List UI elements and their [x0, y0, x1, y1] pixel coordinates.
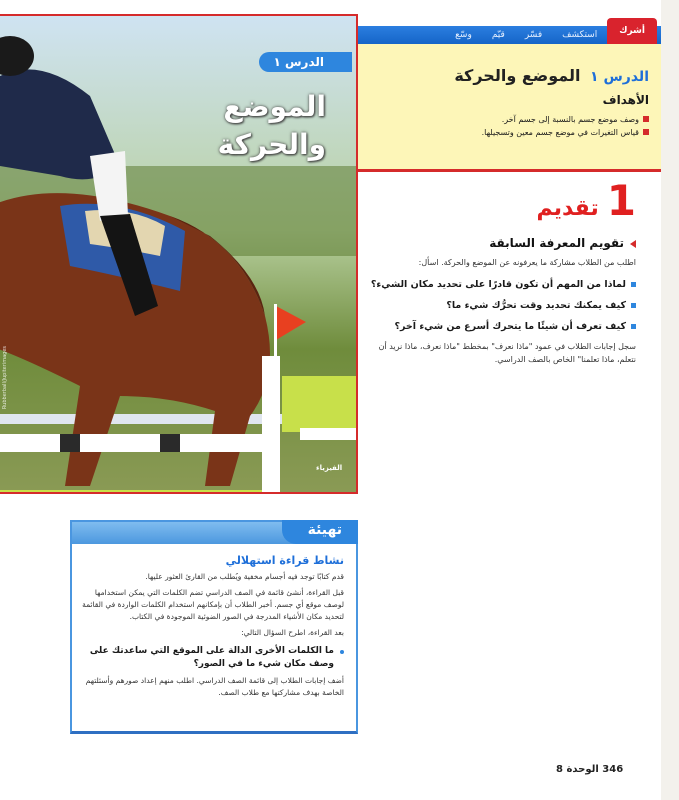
corner-label: الفيزياء	[316, 464, 343, 472]
objectives-list	[368, 113, 649, 139]
lesson-nav-bar	[358, 26, 661, 44]
activity-paragraph: قبل القراءة، أنشئ قائمة في الصف الدراسي تضم الكلمات التي يمكن استخدامها لوصف موقع أي جسم. أخبر الطلاب أن بإمكانهم استخدام الكلمات الواردة في القائمة لتحديد مكان الأشياء المدرجة في الصور الضوئية الموجودة في الكتاب.	[82, 588, 344, 621]
photo-title-line-1: الموضع	[223, 90, 326, 123]
photo-title-line-2: والحركة	[217, 128, 326, 161]
activity-title: نشاط قراءة استهلالي	[225, 554, 344, 567]
page-edge	[661, 0, 679, 800]
tab-extend[interactable]: وسّع	[455, 30, 472, 40]
focus-section	[368, 176, 636, 366]
step-title: تقديم	[536, 196, 599, 221]
objective-item: وصف موضع جسم بالنسبة إلى جسم آخر.	[368, 113, 649, 126]
lesson-label: الدرس ١	[590, 69, 649, 85]
prior-knowledge-heading: تقويم المعرفة السابقة	[368, 236, 636, 250]
objectives-box	[358, 44, 661, 172]
lesson-photo	[0, 14, 358, 494]
lesson-number-badge: الدرس ١	[259, 52, 352, 72]
lesson-heading	[368, 66, 649, 85]
photo-credit: Rubberball/Jupiterimages	[2, 346, 8, 410]
activity-paragraph: بعد القراءة، اطرح السؤال التالي:	[241, 628, 344, 637]
warmup-box	[70, 520, 358, 734]
step-number: 1	[606, 176, 636, 225]
focus-heading	[368, 176, 636, 225]
intro-text: اطلب من الطلاب مشاركة ما يعرفونه عن الموضع والحركة. اسأل:	[418, 258, 636, 267]
question-item: كيف تعرف أن شيئًا ما يتحرك أسرع من شيء آخر؟	[368, 319, 636, 334]
activity-question: ما الكلمات الأخرى الدالة على الموقع التي ساعدتك على وصف مكان شيء ما في الصور؟	[82, 645, 344, 671]
page-number: 346	[602, 764, 624, 775]
tab-explain[interactable]: فسّر	[524, 30, 543, 40]
question-list	[368, 277, 636, 334]
activity-paragraph: أضف إجابات الطلاب إلى قائمة الصف الدراسي. اطلب منهم إعداد صورهم وأسئلتهم الخاصة بهدف مشاركتها مع طلاب الصف.	[85, 676, 344, 697]
tab-explore[interactable]: استكشف	[562, 30, 598, 40]
question-item: كيف يمكنك تحديد وقت تحرُّك شيء ما؟	[368, 298, 636, 313]
unit-label: الوحدة 8	[556, 764, 599, 775]
warmup-tab: تهيئة	[282, 520, 358, 544]
lesson-title: الموضع والحركة	[454, 66, 581, 85]
warmup-content	[72, 544, 356, 699]
question-item: لماذا من المهم أن تكون قادرًا على تحديد مكان الشيء؟	[368, 277, 636, 292]
tab-engage[interactable]: أشرك	[607, 18, 657, 44]
objectives-heading: الأهداف	[602, 93, 649, 107]
activity-paragraph: قدم كتابًا توجد فيه أجسام مخفية ويُطلب من القارئ العثور عليها.	[145, 572, 344, 581]
objective-item: قياس التغيرات في موضع جسم معين وتسجيلها.	[368, 126, 649, 139]
closing-text: سجل إجابات الطلاب في عمود "ماذا نعرف" بمخطط "ماذا نعرف، ماذا نريد أن نتعلم، ماذا تعلمنا" الخاص بالصف الدراسي.	[378, 342, 636, 364]
tab-evaluate[interactable]: قيّم	[491, 30, 505, 40]
photo-title	[176, 88, 326, 164]
page-footer	[556, 764, 635, 775]
